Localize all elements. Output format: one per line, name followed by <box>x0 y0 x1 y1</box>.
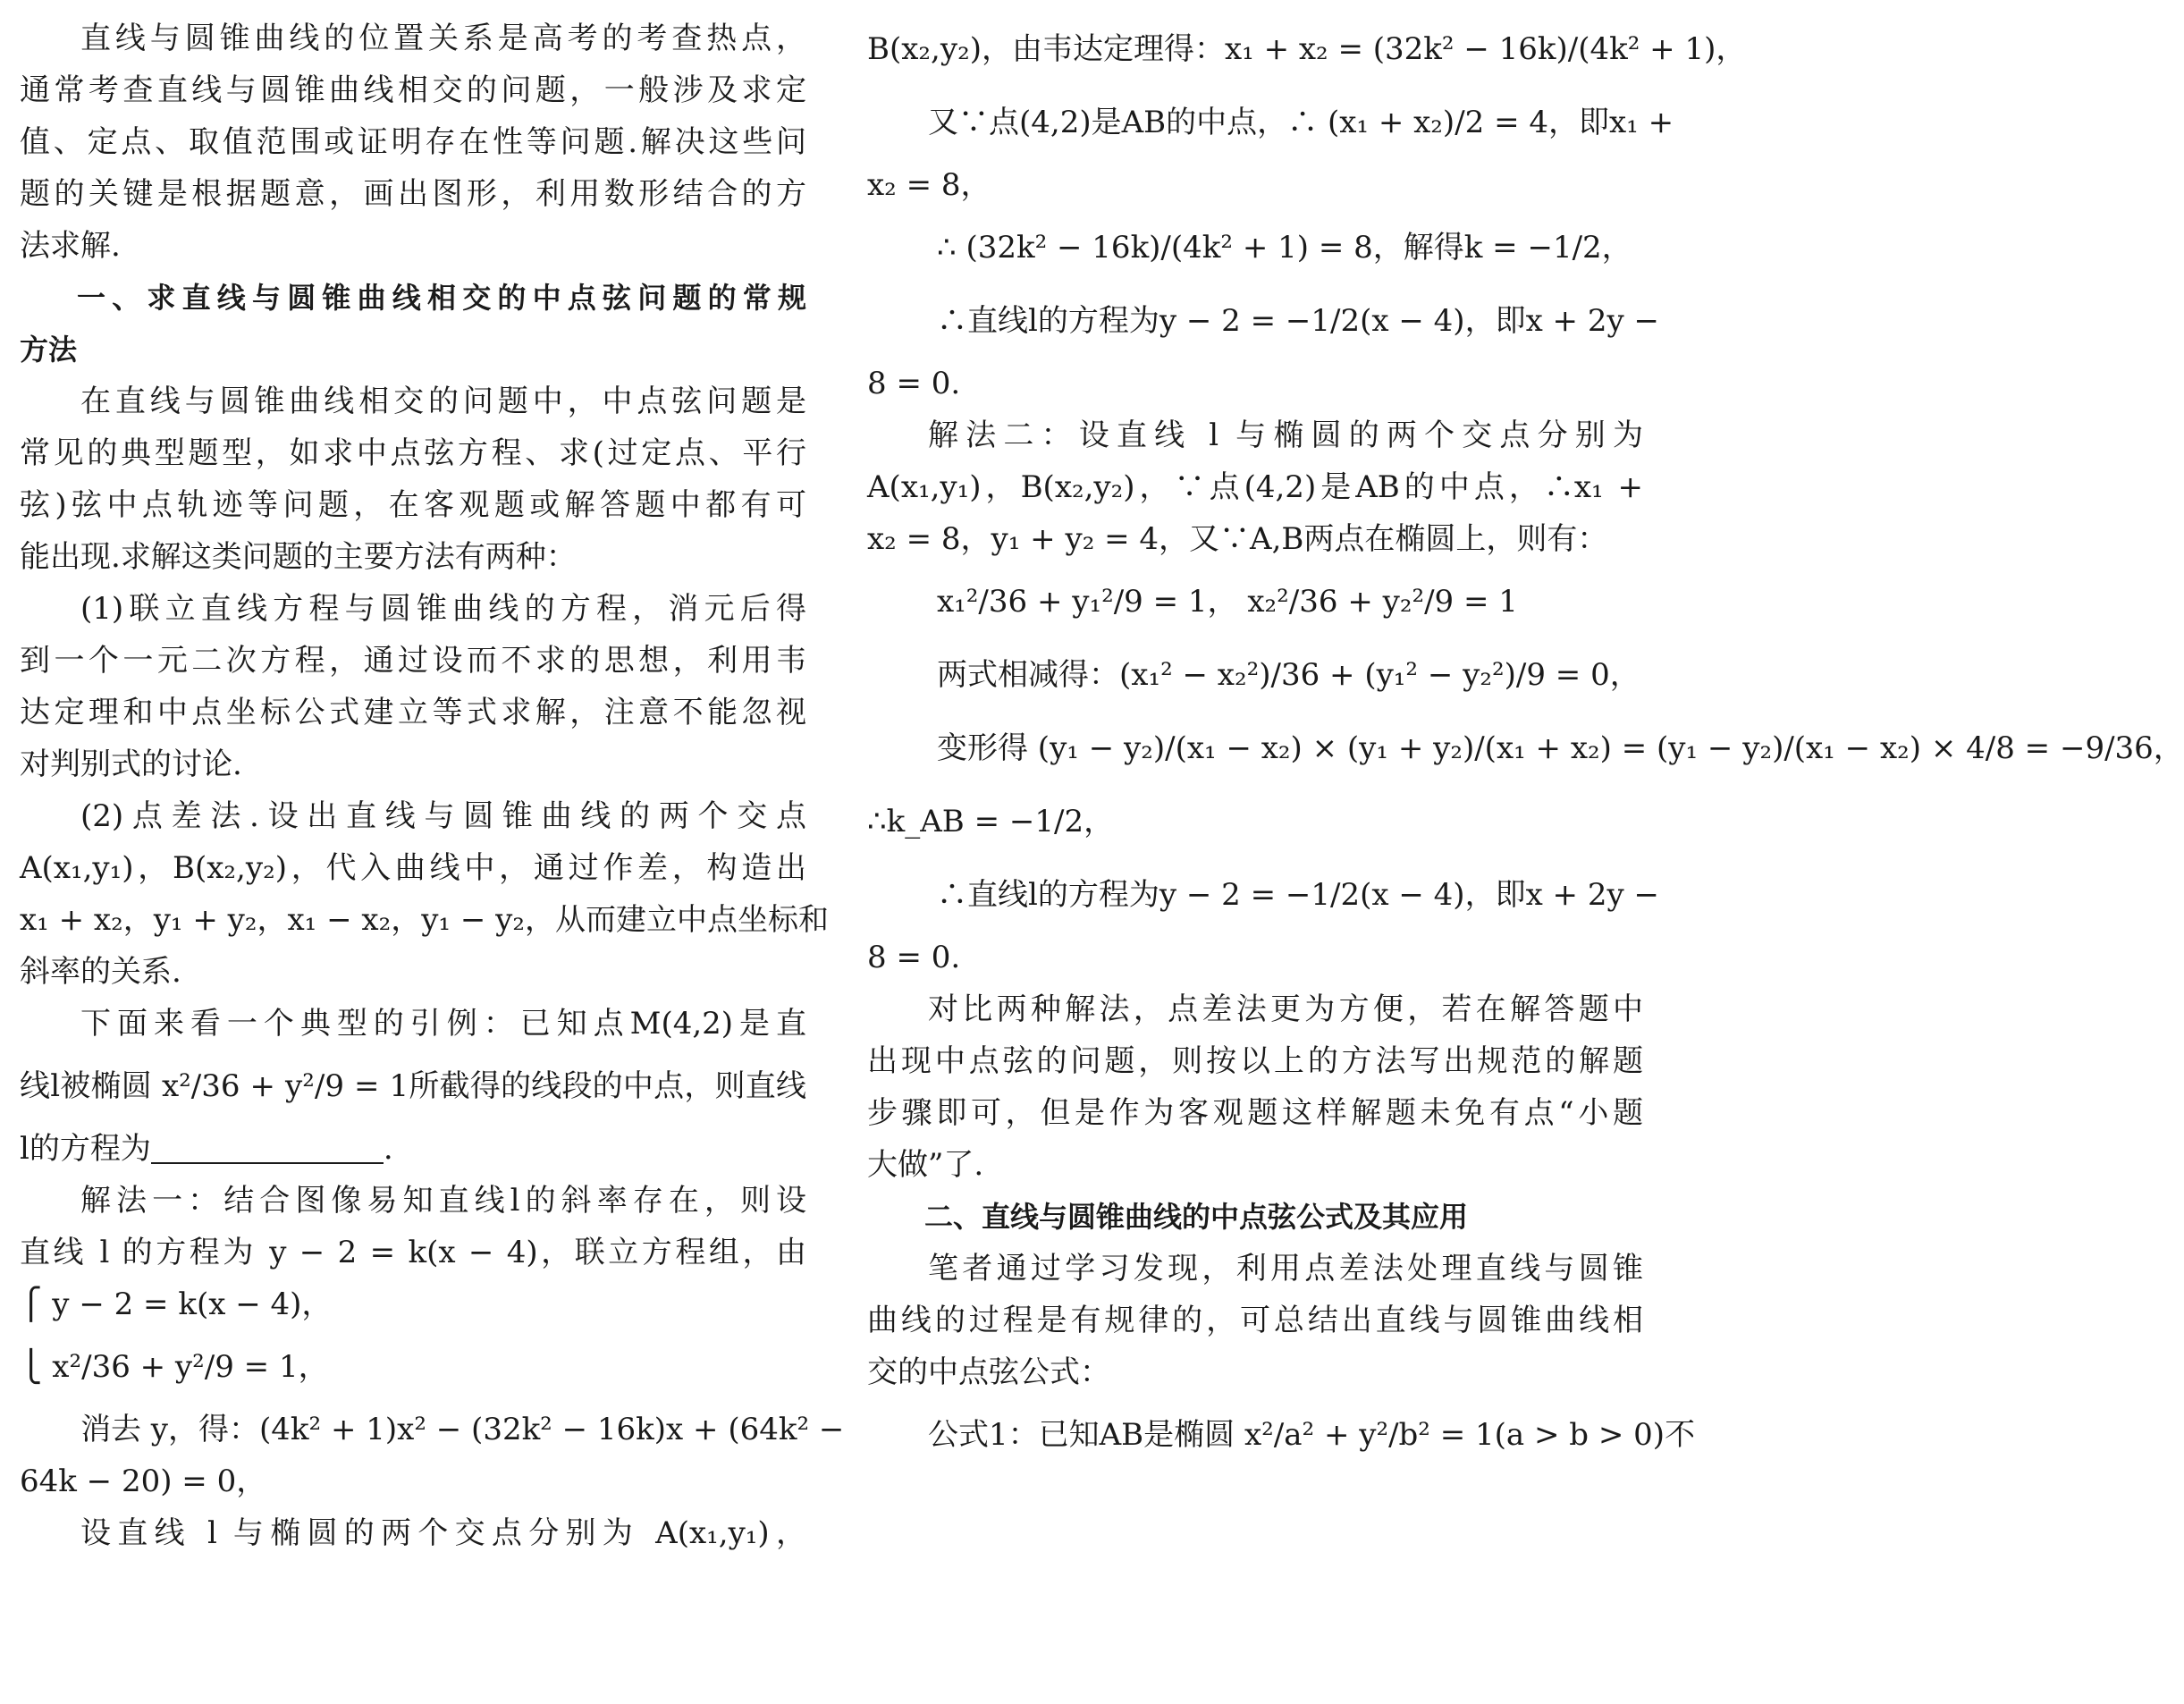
text-line <box>867 712 2184 785</box>
text-line <box>20 427 806 479</box>
line-text: 解法一：结合图像易知直线l的斜率存在，则设 <box>80 1183 806 1219</box>
line-text: 曲线的过程是有规律的，可总结出直线与圆锥曲线相 <box>867 1303 1643 1338</box>
line-text: 交的中点弦公式： <box>867 1354 1110 1390</box>
line-text: ⎩ x²/36 + y²/9 = 1， <box>20 1349 329 1385</box>
text-line <box>867 13 1747 86</box>
text-line <box>20 1404 845 1455</box>
line-text: x₁²/36 + y₁²/9 = 1， x₂²/36 + y₂²/9 = 1 <box>937 584 1518 620</box>
line-text: 到一个一元二次方程，通过设而不求的思想，利用韦 <box>20 643 806 679</box>
line-text: 两式相减得：(x₁² − x₂²)/36 + (y₁² − y₂²)/9 = 0， <box>937 657 1640 693</box>
line-text: ∴ (32k² − 16k)/(4k² + 1) = 8，解得k = −1/2， <box>937 230 1632 266</box>
line-text: 线l被椭圆 x²/36 + y²/9 = 1所截得的线段的中点，则直线 <box>20 1068 806 1104</box>
text-line <box>867 785 1643 858</box>
text-line <box>20 168 806 220</box>
text-line <box>20 116 806 168</box>
line-text: 通常考查直线与圆锥曲线相交的问题，一般涉及求定 <box>20 72 806 108</box>
text-line <box>20 13 806 64</box>
text-line <box>867 983 1643 1035</box>
line-text: 笔者通过学习发现，利用点差法处理直线与圆锥 <box>928 1251 1643 1286</box>
text-line <box>867 513 1643 565</box>
line-text: 值、定点、取值范围或证明存在性等问题.解决这些问 <box>20 124 806 160</box>
line-text: 达定理和中点坐标公式建立等式求解，注意不能忽视 <box>20 695 806 730</box>
line-text: 斜率的关系. <box>20 954 181 990</box>
text-line <box>20 64 806 116</box>
left-column <box>20 13 845 1559</box>
text-line <box>867 1139 1643 1191</box>
line-text: 能出现.求解这类问题的主要方法有两种： <box>20 539 577 575</box>
section-heading <box>20 324 806 375</box>
line-text: x₂ = 8，y₁ + y₂ = 4，又∵A,B两点在椭圆上，则有： <box>867 521 1608 557</box>
text-line <box>20 894 829 946</box>
line-text: A(x₁,y₁)，B(x₂,y₂)，代入曲线中，通过作差，构造出 <box>20 850 806 886</box>
line-text: B(x₂,y₂)，由韦达定理得：x₁ + x₂ = (32k² − 16k)/(4k² + 1)， <box>867 31 1747 67</box>
text-line <box>867 858 1659 932</box>
line-text: (2)点差法.设出直线与圆锥曲线的两个交点 <box>80 798 806 834</box>
answer-blank <box>151 1126 384 1164</box>
line-text: 大做”了. <box>867 1147 984 1183</box>
text-line <box>20 1278 806 1330</box>
line-text: 64k − 20) = 0， <box>20 1464 267 1499</box>
line-text: 常见的典型题型，如求中点弦方程、求(过定点、平行 <box>20 435 806 471</box>
line-text: 二、直线与圆锥曲线的中点弦公式及其应用 <box>924 1200 1469 1234</box>
line-text: 题的关键是根据题意，画出图形，利用数形结合的方 <box>20 176 806 212</box>
section-heading <box>20 272 806 324</box>
line-text: 方法 <box>20 333 78 367</box>
text-line <box>20 375 806 427</box>
right-column <box>867 13 2184 1472</box>
line-text: 一、求直线与圆锥曲线相交的中点弦问题的常规 <box>77 281 806 315</box>
line-text: (1)联立直线方程与圆锥曲线的方程，消元后得 <box>80 591 806 627</box>
text-line <box>867 211 1643 284</box>
text-line <box>867 1346 1643 1398</box>
text-line <box>867 932 1643 983</box>
line-text: 出现中点弦的问题，则按以上的方法写出规范的解题 <box>867 1043 1643 1079</box>
line-text: 在直线与圆锥曲线相交的问题中，中点弦问题是 <box>80 384 806 419</box>
text-line <box>20 1175 806 1227</box>
period: . <box>383 1131 393 1167</box>
line-text: 解法二：设直线 l 与椭圆的两个交点分别为 <box>928 418 1643 453</box>
text-line <box>20 842 806 894</box>
line-text: 弦)弦中点轨迹等问题，在客观题或解答题中都有可 <box>20 487 806 523</box>
text-line <box>867 1295 1643 1346</box>
text-line <box>867 1035 1643 1087</box>
line-text: 变形得 (y₁ − y₂)/(x₁ − x₂) × (y₁ + y₂)/(x₁ + x₂) = (y₁ − y₂)/(x₁ − x₂) × 4/8 = −9/36， <box>937 730 2184 766</box>
text-line <box>20 1507 806 1559</box>
line-text: l的方程为 <box>20 1131 151 1167</box>
text-line <box>20 738 806 790</box>
line-text: A(x₁,y₁)，B(x₂,y₂)，∵点(4,2)是AB的中点，∴x₁ + <box>867 469 1643 505</box>
text-line <box>867 284 1659 358</box>
section-heading <box>867 1191 1643 1243</box>
line-text: ∴k_AB = −1/2， <box>867 804 1115 839</box>
text-line <box>20 946 806 998</box>
text-line <box>20 1123 806 1175</box>
text-line <box>20 635 806 687</box>
line-text: 设直线 l 与椭圆的两个交点分别为 A(x₁,y₁)， <box>80 1515 806 1551</box>
line-text: 消去 y，得：(4k² + 1)x² − (32k² − 16k)x + (64k² − <box>80 1412 845 1447</box>
text-line <box>20 479 806 531</box>
text-line <box>20 220 806 272</box>
line-text: 步骤即可，但是作为客观题这样解题未免有点“小题 <box>867 1095 1643 1131</box>
line-text: 8 = 0. <box>867 940 961 975</box>
line-text: ⎧ y − 2 = k(x − 4)， <box>20 1286 333 1322</box>
text-line <box>20 998 806 1050</box>
line-text: 下面来看一个典型的引例：已知点M(4,2)是直 <box>80 1006 806 1042</box>
text-line <box>20 1050 806 1123</box>
line-text: 公式1：已知AB是椭圆 x²/a² + y²/b² = 1(a > b > 0)不 <box>928 1417 1696 1453</box>
line-text: 直线与圆锥曲线的位置关系是高考的考查热点， <box>80 21 806 56</box>
text-line <box>867 1087 1643 1139</box>
text-line <box>20 687 806 738</box>
text-line <box>20 1227 806 1278</box>
text-line <box>20 583 806 635</box>
line-text: 法求解. <box>20 228 121 264</box>
text-line <box>867 159 1643 211</box>
line-text: 8 = 0. <box>867 366 961 401</box>
text-line <box>867 461 1643 513</box>
text-line <box>20 790 806 842</box>
text-line <box>867 638 1643 712</box>
line-text: 又∵点(4,2)是AB的中点，∴ (x₁ + x₂)/2 = 4，即x₁ + <box>928 105 1674 140</box>
line-text: 对比两种解法，点差法更为方便，若在解答题中 <box>928 991 1643 1027</box>
text-line <box>20 1330 806 1404</box>
line-text: 对判别式的讨论. <box>20 747 242 782</box>
text-line <box>867 1398 1696 1472</box>
line-text: ∴直线l的方程为y − 2 = −1/2(x − 4)，即x + 2y − <box>937 303 1659 339</box>
text-line <box>867 1243 1643 1295</box>
text-line <box>20 531 806 583</box>
text-line <box>867 358 1643 409</box>
line-text: ∴直线l的方程为y − 2 = −1/2(x − 4)，即x + 2y − <box>937 877 1659 913</box>
line-text: 直线 l 的方程为 y − 2 = k(x − 4)，联立方程组，由 <box>20 1235 806 1270</box>
text-line <box>20 1455 806 1507</box>
line-text: x₂ = 8， <box>867 167 991 203</box>
line-text: x₁ + x₂，y₁ + y₂，x₁ − x₂，y₁ − y₂，从而建立中点坐标和 <box>20 902 829 938</box>
text-line <box>867 86 1674 159</box>
text-line <box>867 565 1643 638</box>
text-line <box>867 409 1643 461</box>
